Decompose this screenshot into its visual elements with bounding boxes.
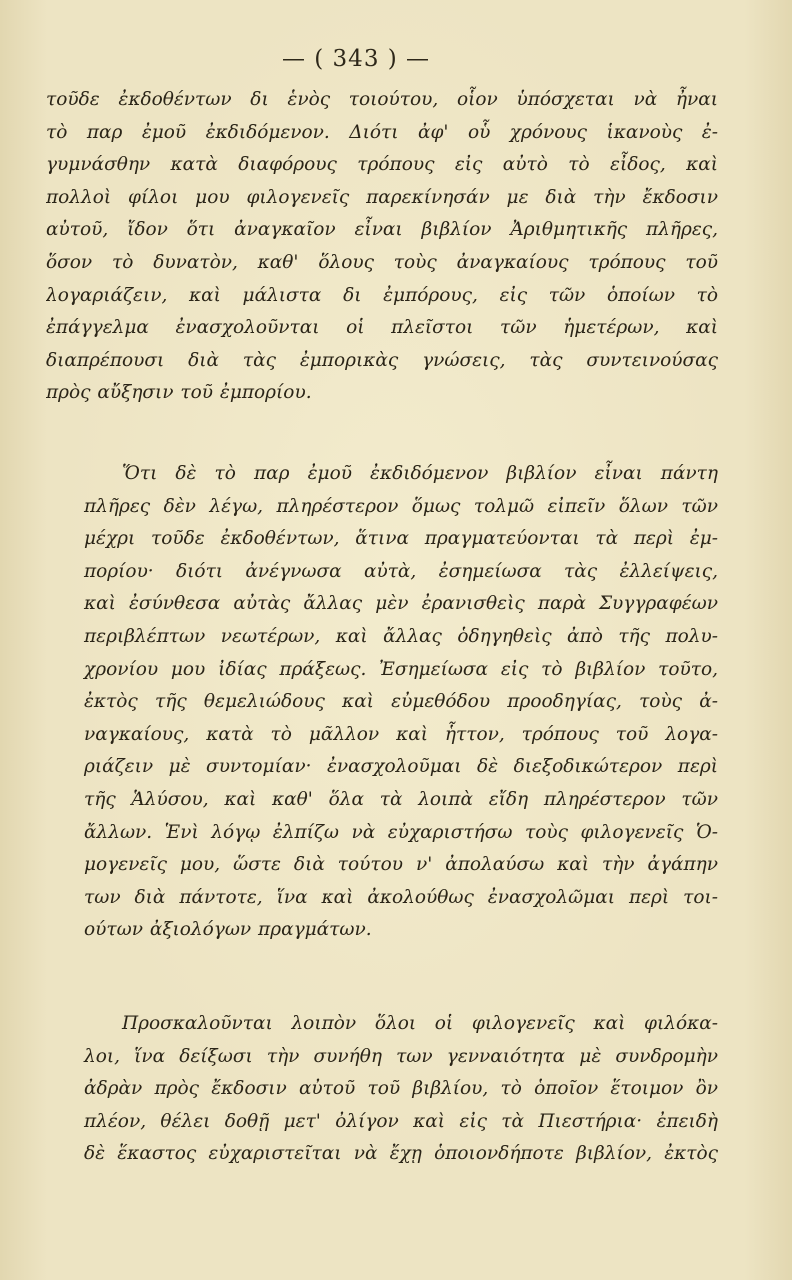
text-line: αὐτοῦ, ἴδον ὅτι ἀναγκαῖον εἶναι βιβλίον Ἀριθμητικῆς πλῆρες, (46, 219, 718, 241)
text-line: ριάζειν μὲ συντομίαν· ἐνασχολοῦμαι δὲ διεξοδικώτερον περὶ (84, 756, 718, 778)
text-line: περιβλέπτων νεωτέρων, καὶ ἄλλας ὁδηγηθεὶς ἀπὸ τῆς πολυ- (84, 625, 718, 647)
text-line: Προσκαλοῦνται λοιπὸν ὅλοι οἱ φιλογενεῖς καὶ φιλόκα- (122, 1013, 718, 1034)
text-line: μογενεῖς μου, ὥστε διὰ τούτου ν' ἀπολαύσω καὶ τὴν ἀγάπην (84, 854, 718, 876)
text-line: διαπρέπουσι διὰ τὰς ἐμπορικὰς γνώσεις, τὰς συντεινούσας (46, 349, 718, 371)
text-line: τοῦδε ἐκδοθέντων δι ἑνὸς τοιούτου, οἷον ὑπόσχεται νὰ ἦναι (46, 89, 718, 110)
text-line: πρὸς αὔξησιν τοῦ ἐμπορίου. (46, 382, 312, 404)
text-line: τῆς Ἁλύσου, καὶ καθ' ὅλα τὰ λοιπὰ εἴδη πληρέστερον τῶν (84, 788, 718, 810)
text-line: μέχρι τοῦδε ἐκδοθέντων, ἅτινα πραγματεύονται τὰ περὶ ἐμ- (84, 528, 718, 550)
paragraph-1 (46, 84, 718, 410)
text-line: γυμνάσθην κατὰ διαφόρους τρόπους εἰς αὐτὸ τὸ εἶδος, καὶ (46, 154, 718, 176)
text-line: πλῆρες δὲν λέγω, πληρέστερον ὅμως τολμῶ εἰπεῖν ὅλων τῶν (84, 495, 718, 517)
text-line: λογαριάζειν, καὶ μάλιστα δι ἐμπόρους, εἰς τῶν ὁποίων τὸ (46, 284, 718, 306)
page-number: — ( 343 ) — (281, 46, 431, 72)
text-line: ὅσον τὸ δυνατὸν, καθ' ὅλους τοὺς ἀναγκαίους τρόπους τοῦ (46, 251, 718, 273)
text-line: πολλοὶ φίλοι μου φιλογενεῖς παρεκίνησάν με διὰ τὴν ἔκδοσιν (46, 186, 718, 208)
paragraph-3 (46, 1008, 718, 1171)
text-line: ἀδρὰν πρὸς ἔκδοσιν αὐτοῦ τοῦ βιβλίου, τὸ ὁποῖον ἕτοιμον ὂν (84, 1078, 718, 1100)
text-line: ούτων ἀξιολόγων πραγμάτων. (84, 919, 372, 941)
text-line: λοι, ἵνα δείξωσι τὴν συνήθη των γενναιότητα μὲ συνδρομὴν (84, 1045, 718, 1067)
text-line: ναγκαίους, κατὰ τὸ μᾶλλον καὶ ἧττον, τρόπους τοῦ λογα- (84, 723, 718, 745)
text-line: ἄλλων. Ἑνὶ λόγῳ ἐλπίζω νὰ εὐχαριστήσω τοὺς φιλογενεῖς Ὁ- (84, 821, 718, 843)
text-line: χρονίου μου ἰδίας πράξεως. Ἐσημείωσα εἰς τὸ βιβλίον τοῦτο, (84, 658, 718, 680)
text-line: τὸ παρ ἐμοῦ ἐκδιδόμενον. Διότι ἀφ' οὗ χρόνους ἱκανοὺς ἐ- (46, 121, 718, 143)
text-line: των διὰ πάντοτε, ἵνα καὶ ἀκολούθως ἐνασχολῶμαι περὶ τοι- (84, 886, 718, 908)
text-line: πλέον, θέλει δοθῇ μετ' ὀλίγον καὶ εἰς τὰ Πιεστήρια· ἐπειδὴ (84, 1110, 718, 1132)
text-line: ἐκτὸς τῆς θεμελιώδους καὶ εὐμεθόδου προοδηγίας, τοὺς ἀ- (84, 691, 718, 713)
text-line: ἐπάγγελμα ἐνασχολοῦνται οἱ πλεῖστοι τῶν ἡμετέρων, καὶ (46, 317, 718, 339)
paragraph-2 (46, 458, 718, 947)
text-line: καὶ ἐσύνθεσα αὐτὰς ἄλλας μὲν ἐρανισθεὶς παρὰ Συγγραφέων (84, 593, 718, 615)
text-line: Ὅτι δὲ τὸ παρ ἐμοῦ ἐκδιδόμενον βιβλίον εἶναι πάντη (122, 463, 718, 484)
text-line: δὲ ἕκαστος εὐχαριστεῖται νὰ ἔχῃ ὁποιονδήποτε βιβλίον, ἐκτὸς (84, 1143, 718, 1165)
text-line: πορίου· διότι ἀνέγνωσα αὐτὰ, ἐσημείωσα τὰς ἐλλείψεις, (84, 560, 718, 582)
